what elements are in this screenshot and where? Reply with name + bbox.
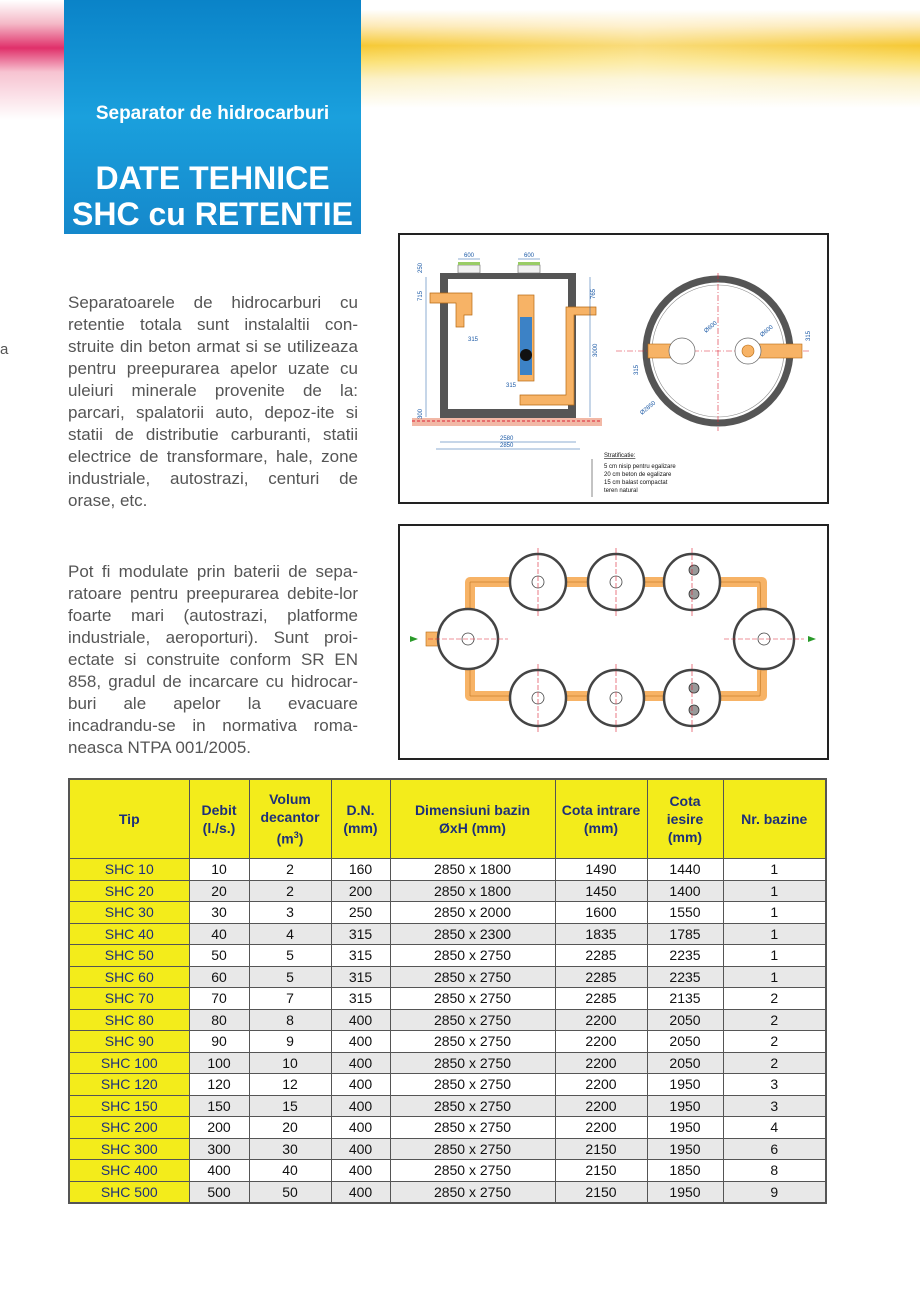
cell-cota-intrare: 2200 (555, 1031, 647, 1053)
cell-nr-bazine: 1 (723, 966, 826, 988)
legend-item-4: teren natural (604, 488, 638, 494)
cell-cota-intrare: 2285 (555, 988, 647, 1010)
cell-debit: 500 (189, 1181, 249, 1203)
cell-cota-iesire: 1950 (647, 1138, 723, 1160)
cell-tip: SHC 60 (69, 966, 189, 988)
cell-debit: 150 (189, 1095, 249, 1117)
cell-tip: SHC 300 (69, 1138, 189, 1160)
cell-cota-intrare: 1490 (555, 859, 647, 881)
cell-debit: 20 (189, 880, 249, 902)
cell-dimensiuni: 2850 x 1800 (390, 859, 555, 881)
cell-tip: SHC 30 (69, 902, 189, 924)
cell-cota-intrare: 1450 (555, 880, 647, 902)
cell-cota-intrare: 1600 (555, 902, 647, 924)
cell-volum: 8 (249, 1009, 331, 1031)
dim-label-250: 250 (418, 262, 424, 273)
cell-cota-intrare: 2200 (555, 1095, 647, 1117)
cell-volum: 20 (249, 1117, 331, 1139)
cell-tip: SHC 150 (69, 1095, 189, 1117)
legend-item-3: 15 cm balast compactat (604, 480, 668, 486)
cell-cota-intrare: 2200 (555, 1052, 647, 1074)
cell-dimensiuni: 2850 x 2750 (390, 1052, 555, 1074)
cell-dimensiuni: 2850 x 2750 (390, 988, 555, 1010)
cell-volum: 40 (249, 1160, 331, 1182)
table-row (69, 1074, 826, 1096)
header-dn: D.N. (mm) (331, 779, 390, 859)
cell-volum: 10 (249, 1052, 331, 1074)
cell-nr-bazine: 6 (723, 1138, 826, 1160)
cell-cota-iesire: 1950 (647, 1074, 723, 1096)
cell-nr-bazine: 1 (723, 945, 826, 967)
decorative-streak-left (0, 0, 66, 120)
cell-dimensiuni: 2850 x 2750 (390, 945, 555, 967)
filter-cartridge (520, 317, 532, 375)
cell-dimensiuni: 2850 x 2750 (390, 1181, 555, 1203)
dim-label-2580: 2580 (500, 436, 514, 442)
header-subtitle: Separator de hidrocarburi (95, 103, 330, 124)
tank-top-3 (664, 548, 720, 616)
cell-volum: 12 (249, 1074, 331, 1096)
header-dimensiuni: Dimensiuni bazin ØxH (mm) (390, 779, 555, 859)
cell-dn: 400 (331, 1095, 390, 1117)
header-cota-intrare: Cota intrare (mm) (555, 779, 647, 859)
tank-top-2 (588, 548, 644, 616)
cell-nr-bazine: 1 (723, 902, 826, 924)
cell-dn: 400 (331, 1160, 390, 1182)
cell-dimensiuni: 2850 x 2750 (390, 1009, 555, 1031)
cell-debit: 300 (189, 1138, 249, 1160)
cell-volum: 30 (249, 1138, 331, 1160)
cell-cota-iesire: 1950 (647, 1117, 723, 1139)
cell-cota-intrare: 2200 (555, 1074, 647, 1096)
manhole-right (518, 265, 540, 273)
header-nr-bazine: Nr. bazine (723, 779, 826, 859)
dim-label-3000: 3000 (593, 343, 599, 357)
cell-debit: 100 (189, 1052, 249, 1074)
header-debit: Debit (l./s.) (189, 779, 249, 859)
cell-volum: 4 (249, 923, 331, 945)
cell-volum: 5 (249, 966, 331, 988)
cell-nr-bazine: 9 (723, 1181, 826, 1203)
cell-tip: SHC 90 (69, 1031, 189, 1053)
cell-volum: 3 (249, 902, 331, 924)
cell-dimensiuni: 2850 x 2300 (390, 923, 555, 945)
cell-cota-iesire: 1850 (647, 1160, 723, 1182)
cell-cota-iesire: 2050 (647, 1031, 723, 1053)
header-tip: Tip (69, 779, 189, 859)
modular-paragraph: Pot fi modulate prin baterii de sepa-ratoare pentru preepurarea debite-lor foarte mari (autostrazi, platforme industriale, aeroporturi). Sunt proi-ectate si construite conform SR EN 858, gradul de incarcare cu hidrocar-buri ale apelor la evacuare incadrandu-se in normativa roma-neasca NTPA 001/2005. (68, 562, 358, 757)
cell-tip: SHC 20 (69, 880, 189, 902)
tank-floor (440, 409, 576, 418)
table-row (69, 902, 826, 924)
outlet-arrow-icon (808, 636, 816, 642)
cell-dn: 315 (331, 966, 390, 988)
header-cota-iesire: Cota iesire (mm) (647, 779, 723, 859)
cell-dn: 315 (331, 988, 390, 1010)
cell-nr-bazine: 2 (723, 1031, 826, 1053)
intro-paragraph: Separatoarele de hidrocarburi cu retentie totala sunt instalaltii con-struite din beton armat si se utilizeaza pentru preepurarea apelor uzate cu uleiuri minerale provenite de la: parcari, spalatorii auto, depoz-ite si statii de distributie carburanti, statii electrice de transformare, hale, zone industriale, autostrazi, centuri de orase, etc. (68, 293, 358, 510)
cell-tip: SHC 10 (69, 859, 189, 881)
tank-left (428, 609, 508, 669)
cell-volum: 15 (249, 1095, 331, 1117)
cell-cota-iesire: 2050 (647, 1052, 723, 1074)
cell-cota-iesire: 1785 (647, 923, 723, 945)
cell-tip: SHC 500 (69, 1181, 189, 1203)
cell-dn: 315 (331, 945, 390, 967)
inlet-arrow-icon (410, 636, 418, 642)
cell-nr-bazine: 8 (723, 1160, 826, 1182)
header-title-line1: DATE TEHNICE (95, 160, 330, 196)
legend-item-1: 5 cm nisip pentru egalizare (604, 464, 676, 470)
header-title (64, 160, 361, 232)
table-row (69, 1095, 826, 1117)
cell-dn: 315 (331, 923, 390, 945)
cell-dimensiuni: 2850 x 1800 (390, 880, 555, 902)
cell-nr-bazine: 1 (723, 859, 826, 881)
cell-tip: SHC 100 (69, 1052, 189, 1074)
cell-nr-bazine: 3 (723, 1074, 826, 1096)
dim-label-600b: 600 (524, 253, 535, 259)
cell-cota-intrare: 2200 (555, 1009, 647, 1031)
technical-drawing-battery-layout (398, 524, 829, 760)
dim-label-315c: 315 (634, 364, 640, 375)
cell-cota-intrare: 2285 (555, 945, 647, 967)
header-title-line2: SHC cu RETENTIE (72, 196, 353, 232)
table-row (69, 923, 826, 945)
float-valve (520, 349, 532, 361)
dim-label-315b: 315 (506, 383, 517, 389)
cell-tip: SHC 80 (69, 1009, 189, 1031)
cell-debit: 40 (189, 923, 249, 945)
tank-top-1 (510, 548, 566, 616)
cell-nr-bazine: 2 (723, 1052, 826, 1074)
dim-label-phi600a: Ø600 (703, 320, 719, 335)
dim-label-765: 765 (591, 288, 597, 299)
dim-label-315a: 315 (468, 337, 479, 343)
table-row (69, 966, 826, 988)
cell-dn: 160 (331, 859, 390, 881)
table-row (69, 1160, 826, 1182)
cell-dimensiuni: 2850 x 2750 (390, 1074, 555, 1096)
tank-bottom-1 (510, 664, 566, 732)
cell-cota-iesire: 1550 (647, 902, 723, 924)
legend-title: Stratificatie: (604, 453, 636, 459)
cell-dimensiuni: 2850 x 2750 (390, 966, 555, 988)
table-row (69, 945, 826, 967)
dim-label-600a: 600 (464, 253, 475, 259)
cell-cota-intrare: 2285 (555, 966, 647, 988)
tank-bottom-2 (588, 664, 644, 732)
table-row (69, 1052, 826, 1074)
dim-label-315d: 315 (806, 330, 812, 341)
dim-label-phi2850: Ø2850 (639, 400, 658, 417)
cell-debit: 60 (189, 966, 249, 988)
header-banner (64, 0, 361, 234)
cell-volum: 2 (249, 880, 331, 902)
plan-outlet-pipe (758, 344, 802, 358)
dim-label-phi600b: Ø600 (759, 324, 775, 339)
cell-dn: 400 (331, 1052, 390, 1074)
side-fragment-text: a (0, 341, 9, 358)
cell-cota-iesire: 1950 (647, 1095, 723, 1117)
section-plan-svg (400, 235, 827, 502)
cell-volum: 7 (249, 988, 331, 1010)
cell-tip: SHC 400 (69, 1160, 189, 1182)
technical-drawing-section-plan (398, 233, 829, 504)
ground-layer (412, 418, 602, 426)
plan-manhole-left (669, 338, 695, 364)
cell-dimensiuni: 2850 x 2750 (390, 1117, 555, 1139)
cell-nr-bazine: 2 (723, 1009, 826, 1031)
cell-cota-intrare: 2150 (555, 1138, 647, 1160)
cell-debit: 10 (189, 859, 249, 881)
table-row (69, 1117, 826, 1139)
cell-cota-iesire: 2135 (647, 988, 723, 1010)
cell-tip: SHC 200 (69, 1117, 189, 1139)
manhole-left (458, 265, 480, 273)
cell-dn: 400 (331, 1031, 390, 1053)
cell-dimensiuni: 2850 x 2750 (390, 1095, 555, 1117)
cell-cota-iesire: 1440 (647, 859, 723, 881)
dim-label-300: 300 (418, 408, 424, 419)
legend-item-2: 20 cm beton de egalizare (604, 472, 672, 478)
header-volum: Volum decantor $(m^3)$ (249, 779, 331, 859)
table-row (69, 1031, 826, 1053)
inlet-pipe (430, 293, 472, 327)
cell-debit: 30 (189, 902, 249, 924)
cell-dn: 400 (331, 1181, 390, 1203)
cell-cota-intrare: 2150 (555, 1181, 647, 1203)
cell-tip: SHC 50 (69, 945, 189, 967)
cell-debit: 70 (189, 988, 249, 1010)
cell-cota-iesire: 2050 (647, 1009, 723, 1031)
cell-debit: 50 (189, 945, 249, 967)
cell-dn: 400 (331, 1009, 390, 1031)
cell-cota-iesire: 1950 (647, 1181, 723, 1203)
cell-cota-iesire: 2235 (647, 966, 723, 988)
cell-volum: 5 (249, 945, 331, 967)
cell-cota-iesire: 2235 (647, 945, 723, 967)
tank-bottom-3 (664, 664, 720, 732)
cell-dn: 200 (331, 880, 390, 902)
cell-cota-intrare: 2200 (555, 1117, 647, 1139)
cell-dimensiuni: 2850 x 2750 (390, 1138, 555, 1160)
cell-nr-bazine: 3 (723, 1095, 826, 1117)
table-row (69, 859, 826, 881)
plan-filter-column (742, 345, 754, 357)
cell-tip: SHC 40 (69, 923, 189, 945)
cell-debit: 200 (189, 1117, 249, 1139)
cell-dn: 250 (331, 902, 390, 924)
specifications-table (68, 778, 827, 1204)
dim-label-715: 715 (418, 290, 424, 301)
cell-nr-bazine: 1 (723, 923, 826, 945)
cell-dimensiuni: 2850 x 2000 (390, 902, 555, 924)
dim-label-2850: 2850 (500, 443, 514, 449)
table-header-row (69, 779, 826, 859)
cell-dn: 400 (331, 1138, 390, 1160)
cell-dn: 400 (331, 1074, 390, 1096)
decorative-streak-right (360, 0, 920, 120)
cell-cota-intrare: 2150 (555, 1160, 647, 1182)
manhole-cover-right (518, 262, 540, 265)
tank-roof (440, 273, 576, 279)
cell-tip: SHC 120 (69, 1074, 189, 1096)
cell-volum: 50 (249, 1181, 331, 1203)
cell-debit: 120 (189, 1074, 249, 1096)
cell-debit: 400 (189, 1160, 249, 1182)
cell-nr-bazine: 2 (723, 988, 826, 1010)
tank-right (724, 609, 804, 669)
manhole-cover-left (458, 262, 480, 265)
cell-dimensiuni: 2850 x 2750 (390, 1160, 555, 1182)
cell-volum: 9 (249, 1031, 331, 1053)
battery-layout-svg (400, 526, 827, 758)
cell-volum: 2 (249, 859, 331, 881)
table-row (69, 988, 826, 1010)
cell-cota-iesire: 1400 (647, 880, 723, 902)
table-row (69, 1138, 826, 1160)
cell-dimensiuni: 2850 x 2750 (390, 1031, 555, 1053)
cell-debit: 80 (189, 1009, 249, 1031)
table-body (69, 859, 826, 1204)
table-row (69, 1009, 826, 1031)
cell-tip: SHC 70 (69, 988, 189, 1010)
table-row (69, 880, 826, 902)
cell-nr-bazine: 1 (723, 880, 826, 902)
cell-debit: 90 (189, 1031, 249, 1053)
cell-cota-intrare: 1835 (555, 923, 647, 945)
table-row (69, 1181, 826, 1203)
cell-dn: 400 (331, 1117, 390, 1139)
cell-nr-bazine: 4 (723, 1117, 826, 1139)
